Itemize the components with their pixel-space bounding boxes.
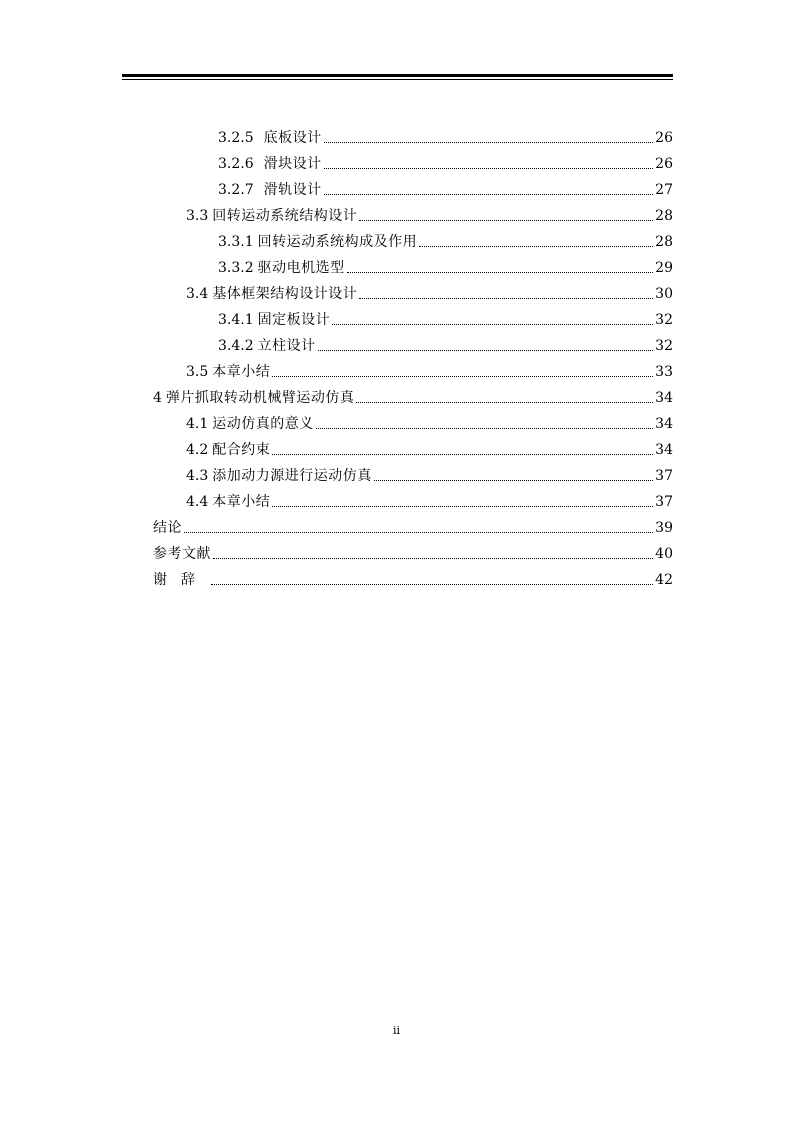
toc-entry-title: 回转运动系统结构设计 bbox=[212, 208, 358, 224]
toc-entry-title: 底板设计 bbox=[263, 130, 322, 146]
toc-entry-number: 3.4.1 bbox=[218, 312, 254, 328]
toc-entry-references[interactable] bbox=[153, 538, 673, 564]
toc-entry-title: 固定板设计 bbox=[257, 312, 331, 328]
toc-entry-3-4-1[interactable] bbox=[218, 304, 673, 330]
toc-entry-number: 4 bbox=[153, 390, 162, 406]
toc-leader-dots bbox=[324, 193, 654, 195]
toc-entry-page: 28 bbox=[655, 234, 673, 250]
toc-entry-3-5[interactable] bbox=[186, 356, 673, 382]
toc-entry-title: 结论 bbox=[153, 520, 182, 536]
toc-leader-dots bbox=[332, 323, 653, 325]
toc-entry-number: 4.4 bbox=[186, 494, 209, 510]
toc-entry-3-3-1[interactable] bbox=[218, 226, 673, 252]
toc-entry-4-4[interactable] bbox=[186, 486, 673, 512]
toc-entry-page: 26 bbox=[655, 130, 673, 146]
toc-entry-title: 谢辞 bbox=[153, 572, 209, 588]
toc-entry-title: 本章小结 bbox=[212, 494, 271, 510]
toc-entry-number: 3.3 bbox=[186, 208, 209, 224]
toc-entry-number: 3.4.2 bbox=[218, 338, 254, 354]
header-rule-thin bbox=[122, 79, 673, 80]
toc-entry-page: 34 bbox=[655, 390, 673, 406]
toc-leader-dots bbox=[184, 531, 653, 533]
toc-leader-dots bbox=[359, 297, 653, 299]
toc-entry-4-3[interactable] bbox=[186, 460, 673, 486]
toc-entry-title: 立柱设计 bbox=[257, 338, 316, 354]
toc-entry-title: 配合约束 bbox=[212, 442, 271, 458]
toc-entry-title: 弹片抓取转动机械臂运动仿真 bbox=[165, 390, 355, 406]
toc-entry-page: 33 bbox=[655, 364, 673, 380]
toc-entry-page: 32 bbox=[655, 338, 673, 354]
toc-entry-number: 3.4 bbox=[186, 286, 209, 302]
toc-entry-title: 驱动电机选型 bbox=[257, 260, 345, 276]
toc-leader-dots bbox=[419, 245, 653, 247]
toc-leader-dots bbox=[272, 453, 653, 455]
toc-entry-page: 42 bbox=[655, 572, 673, 588]
toc-entry-3-3-2[interactable] bbox=[218, 252, 673, 278]
toc-leader-dots bbox=[318, 349, 654, 351]
toc-entry-3-2-5[interactable] bbox=[218, 122, 673, 148]
toc-entry-page: 34 bbox=[655, 416, 673, 432]
toc-entry-3-4[interactable] bbox=[186, 278, 673, 304]
toc-entry-page: 37 bbox=[655, 494, 673, 510]
toc-entry-page: 29 bbox=[655, 260, 673, 276]
toc-leader-dots bbox=[324, 141, 654, 143]
toc-leader-dots bbox=[347, 271, 654, 273]
toc-entry-number: 3.5 bbox=[186, 364, 209, 380]
toc-entry-number: 4.2 bbox=[186, 442, 209, 458]
toc-leader-dots bbox=[324, 167, 654, 169]
toc-leader-dots bbox=[359, 219, 653, 221]
toc-entry-number: 4.3 bbox=[186, 468, 209, 484]
toc-entry-number: 3.2.7 bbox=[218, 182, 254, 198]
toc-entry-3-2-7[interactable] bbox=[218, 174, 673, 200]
toc-entry-conclusion[interactable] bbox=[153, 512, 673, 538]
toc-leader-dots bbox=[374, 479, 653, 481]
toc-entry-page: 27 bbox=[655, 182, 673, 198]
toc-leader-dots bbox=[356, 401, 653, 403]
toc-entry-page: 26 bbox=[655, 156, 673, 172]
toc-entry-number: 3.3.1 bbox=[218, 234, 254, 250]
toc-entry-4[interactable] bbox=[153, 382, 673, 408]
toc-entry-title: 回转运动系统构成及作用 bbox=[257, 234, 418, 250]
toc-entry-page: 40 bbox=[655, 546, 673, 562]
toc-entry-number: 4.1 bbox=[186, 416, 209, 432]
page-number: ii bbox=[392, 1024, 401, 1037]
toc-entry-title: 滑轨设计 bbox=[263, 182, 322, 198]
header-rule bbox=[122, 74, 673, 77]
toc-entry-page: 39 bbox=[655, 520, 673, 536]
toc-entry-3-3[interactable] bbox=[186, 200, 673, 226]
toc-entry-number: 3.3.2 bbox=[218, 260, 254, 276]
toc-leader-dots bbox=[272, 375, 653, 377]
toc-entry-number: 3.2.5 bbox=[218, 130, 254, 146]
toc-entry-4-1[interactable] bbox=[186, 408, 673, 434]
toc-leader-dots bbox=[213, 557, 653, 559]
toc-entry-page: 30 bbox=[655, 286, 673, 302]
toc-entry-3-2-6[interactable] bbox=[218, 148, 673, 174]
toc-entry-page: 32 bbox=[655, 312, 673, 328]
toc-entry-title: 添加动力源进行运动仿真 bbox=[212, 468, 372, 484]
toc-leader-dots bbox=[272, 505, 653, 507]
toc-entry-page: 37 bbox=[655, 468, 673, 484]
toc-entry-acknowledgements[interactable] bbox=[153, 564, 673, 590]
toc-entry-title: 参考文献 bbox=[153, 546, 211, 562]
toc-entry-number: 3.2.6 bbox=[218, 156, 254, 172]
toc-entry-page: 28 bbox=[655, 208, 673, 224]
toc-entry-page: 34 bbox=[655, 442, 673, 458]
toc-leader-dots bbox=[316, 427, 653, 429]
toc-entry-title: 运动仿真的意义 bbox=[212, 416, 314, 432]
toc-leader-dots bbox=[211, 583, 653, 585]
toc-entry-3-4-2[interactable] bbox=[218, 330, 673, 356]
toc-entry-title: 基体框架结构设计设计 bbox=[212, 286, 358, 302]
toc-entry-4-2[interactable] bbox=[186, 434, 673, 460]
toc-entry-title: 本章小结 bbox=[212, 364, 271, 380]
toc-entry-title: 滑块设计 bbox=[263, 156, 322, 172]
